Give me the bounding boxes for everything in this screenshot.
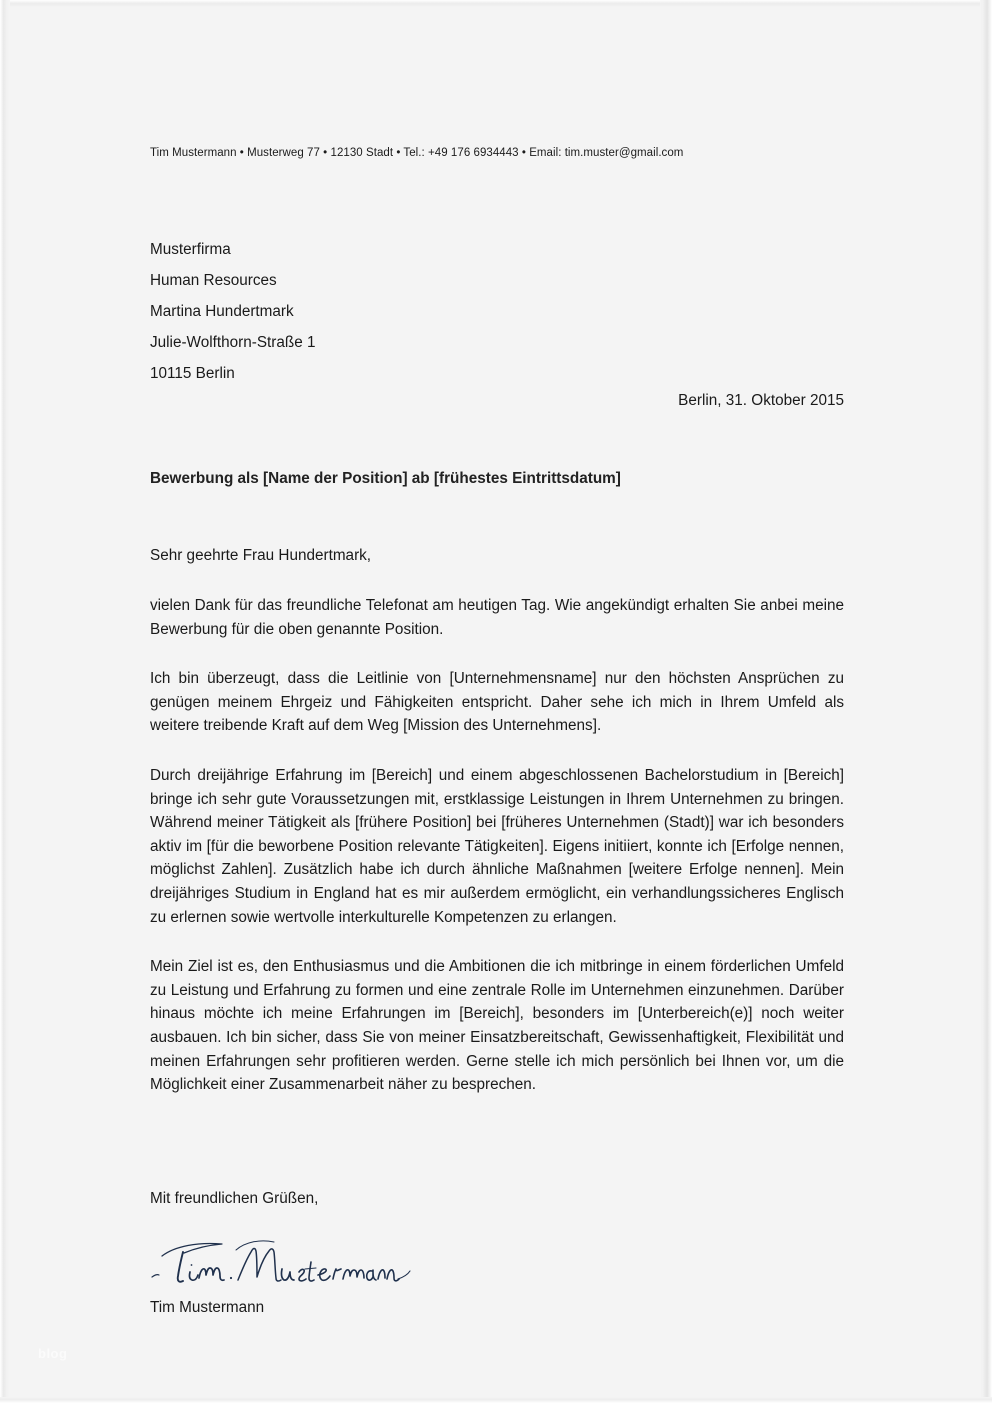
closing-phrase: Mit freundlichen Grüßen,: [150, 1190, 319, 1207]
page-edge-left: [0, 0, 10, 1403]
recipient-company: Musterfirma: [150, 241, 231, 258]
body-paragraph: Durch dreijährige Erfahrung im [Bereich] und einem abgeschlossenen Bachelorstudium in [Bereich] bringe ich sehr gute Voraussetzungen mit, erstklassige Leistungen in Ihrem Unternehmen zu bringen. Während meiner Tätigkeit als [frühere Position] bei [früheres Unternehmen (Stadt)] war ich besonders aktiv im [für die beworbene Position relevante Tätigkeiten]. Eigens initiiert, konnte ich [Erfolge nennen, möglichst Zahlen]. Zusätzlich habe ich durch ähnliche Maßnahmen [weitere Erfolge nennen]. Mein dreijähriges Studium in England hat es mir außerdem ermöglicht, ein verhandlungssicheres Englisch zu erlernen sowie wertvolle interkulturelle Kompetenzen zu erlangen.: [150, 766, 844, 926]
page-edge-top: [0, 0, 992, 7]
recipient-department: Human Resources: [150, 272, 277, 289]
recipient-street: Julie-Wolfthorn-Straße 1: [150, 334, 316, 351]
recipient-contact-person: Martina Hundertmark: [150, 303, 294, 320]
handwritten-signature: [150, 1236, 450, 1292]
body-paragraph: Ich bin überzeugt, dass die Leitlinie von [Unternehmensname] nur den höchsten Ansprüchen zu genügen meinem Ehrgeiz und Fähigkeiten entspricht. Daher sehe ich mich in Ihrem Umfeld als weitere treibende Kraft auf dem Weg [Mission des Unternehmens].: [150, 670, 844, 735]
letter-body: [150, 594, 844, 1097]
recipient-address-block: [150, 234, 316, 389]
printed-signature-name: Tim Mustermann: [150, 1299, 265, 1316]
date-line: Berlin, 31. Oktober 2015: [678, 392, 844, 409]
page-edge-right: [980, 0, 992, 1403]
subject-line: Bewerbung als [Name der Position] ab [frühestes Eintrittsdatum]: [150, 470, 621, 487]
page-edge-bottom: [0, 1397, 992, 1403]
recipient-city: 10115 Berlin: [150, 365, 235, 382]
body-paragraph: vielen Dank für das freundliche Telefonat am heutigen Tag. Wie angekündigt erhalten Sie anbei meine Bewerbung für die oben genannte Position.: [150, 597, 844, 638]
body-paragraph: Mein Ziel ist es, den Enthusiasmus und die Ambitionen die ich mitbringe in einem förderlichen Umfeld zu Leistung und Erfahrung zu formen und eine zentrale Rolle im Unternehmen einzunehmen. Darüber hinaus möchte ich meine Erfahrungen im [Bereich], besonders im [Unterbereich(e)] noch weiter ausbauen. Ich bin sicher, dass Sie von meiner Einsatzbereitschaft, Gewissenhaftigkeit, Flexibilität und meinen Erfahrungen sehr profitieren werden. Gerne stelle ich mich persönlich bei Ihnen vor, um die Möglichkeit einer Zusammenarbeit näher zu besprechen.: [150, 958, 844, 1094]
page-watermark: blog: [38, 1346, 68, 1361]
sender-header-line: Tim Mustermann • Musterweg 77 • 12130 Stadt • Tel.: +49 176 6934443 • Email: tim.muster@gmail.com: [150, 147, 684, 159]
salutation: Sehr geehrte Frau Hundertmark,: [150, 547, 372, 564]
